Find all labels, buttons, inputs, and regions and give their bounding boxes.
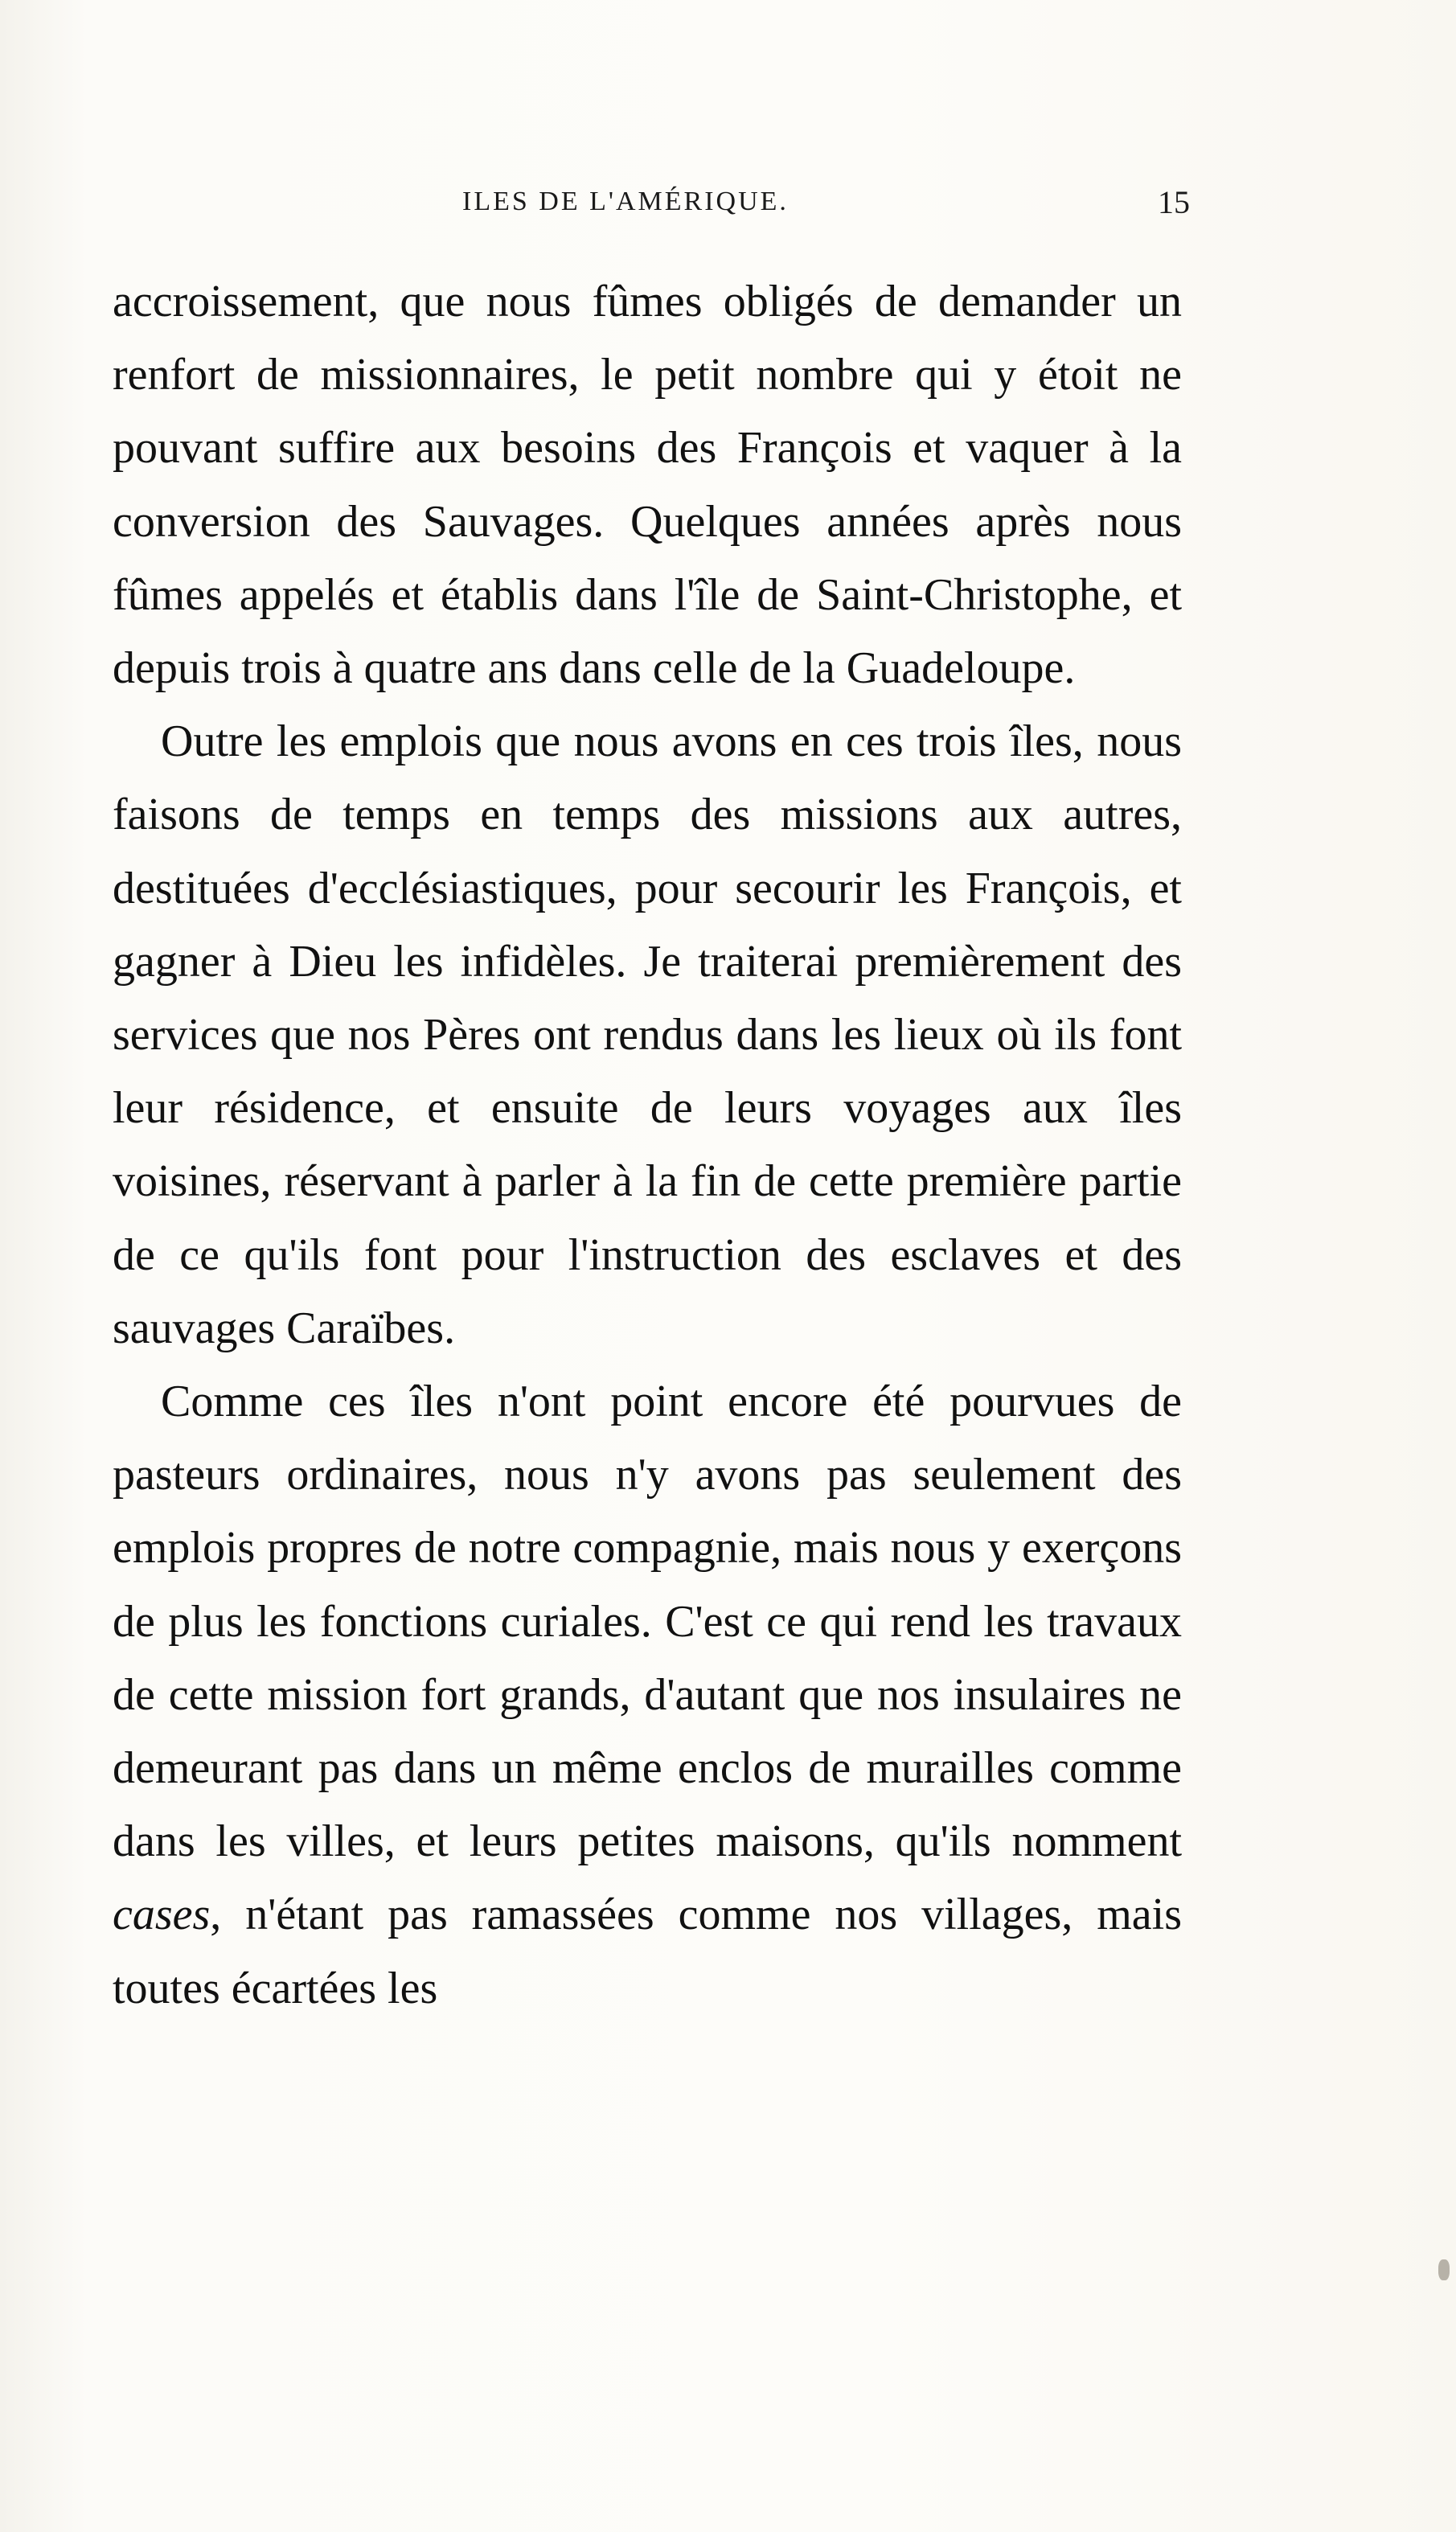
page-header — [117, 184, 1190, 235]
page-number: 15 — [1158, 184, 1190, 220]
italic-term-cases: cases — [113, 1890, 211, 1940]
paragraph-1: accroissement, que nous fûmes obligés de demander un renfort de missionnaires, le petit nombre qui y étoit ne pouvant suffire aux besoins des François et vaquer à la conversion des Sauvages. Quelques années après nous fûmes appelés et établis dans l'île de Saint-Christophe, et depuis trois à quatre ans dans celle de la Guadeloupe. — [113, 277, 1182, 694]
running-title: ILES DE L'AMÉRIQUE. — [462, 187, 789, 216]
paragraph-3-text-a: Comme ces îles n'ont point encore été pourvues de pasteurs ordinaires, nous n'y avons pas seulement des emplois propres de notre compagnie, mais nous y exerçons de plus les fonctions curiales. C'est ce qui rend les travaux de cette mission fort grands, d'autant que nos insulaires ne demeurant pas dans un même enclos de murailles comme dans les villes, et leurs petites maisons, qu'ils nomment — [113, 1377, 1182, 1867]
paragraph-3 — [113, 1365, 1182, 2025]
paragraph-2: Outre les emplois que nous avons en ces trois îles, nous faisons de temps en temps des missions aux autres, destituées d'ecclésiastiques, pour secourir les François, et gagner à Dieu les infidèles. Je traiterai premièrement des services que nos Pères ont rendus dans les lieux où ils font leur résidence, et ensuite de leurs voyages aux îles voisines, réservant à parler à la fin de cette première partie de ce qu'ils font pour l'instruction des esclaves et des sauvages Caraïbes. — [113, 716, 1182, 1353]
paragraph-3-text-b: , n'étant pas ramassées comme nos villages, mais toutes écartées les — [113, 1890, 1182, 2013]
margin-speck — [1438, 2259, 1450, 2280]
body-text — [113, 265, 1182, 2025]
